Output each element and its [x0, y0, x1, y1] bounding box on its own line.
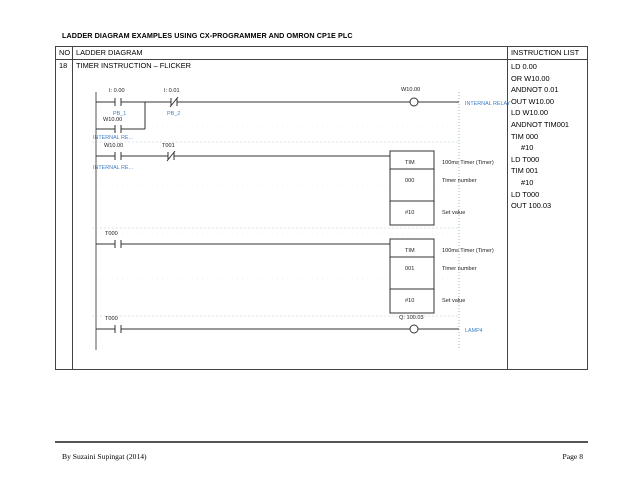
- coil-name: INTERNAL RELAY: [465, 101, 511, 107]
- coil-q10003: [410, 325, 418, 333]
- coil-name: LAMP4: [465, 328, 483, 334]
- contact-address: T000: [105, 316, 118, 322]
- contact-name: INTERNAL RE...: [93, 165, 133, 171]
- header-ladder-diagram: LADDER DIAGRAM: [73, 47, 508, 60]
- instruction-line: TIM 000: [511, 131, 539, 141]
- block-timer-number: 000: [405, 178, 415, 184]
- ladder-table: [55, 46, 588, 370]
- instruction-line: LD 0.00: [511, 62, 537, 71]
- contact-nc-t001: [167, 151, 175, 161]
- rung-3: [96, 231, 494, 313]
- row-title: TIMER INSTRUCTION – FLICKER: [76, 61, 191, 70]
- row-number: 18: [56, 60, 73, 370]
- instruction-line: OUT 100.03: [511, 201, 552, 211]
- contact-address: W10.00: [103, 117, 123, 123]
- rung-4: [96, 315, 483, 334]
- block-set-value: #10: [405, 298, 415, 304]
- instruction-line: OR W10.00: [511, 73, 550, 83]
- timer-description: 100ms Timer (Timer): [442, 248, 494, 254]
- instruction-line: LD W10.00: [511, 108, 548, 118]
- set-value-label: Set value: [442, 210, 466, 216]
- block-operation: TIM: [405, 160, 415, 166]
- timer-number-label: Timer number: [442, 178, 477, 184]
- set-value-label: Set value: [442, 298, 466, 304]
- contact-address: T001: [162, 143, 175, 149]
- instruction-line: ANDNOT 0.01: [511, 85, 559, 95]
- footer-author: By Suzaini Supingat (2014): [62, 452, 147, 461]
- instruction-line: TIM 001: [511, 166, 539, 176]
- footer-page-number: Page 8: [562, 452, 583, 461]
- contact-address: W10.00: [104, 143, 124, 149]
- block-set-value: #10: [405, 210, 415, 216]
- contact-name: PB_1: [113, 111, 127, 117]
- contact-name: INTERNAL RE...: [93, 135, 133, 141]
- header-no: NO: [56, 47, 73, 60]
- rung-1: [93, 87, 511, 141]
- table-row: [56, 60, 588, 370]
- contact-no-pb1: [115, 98, 121, 106]
- footer-divider: [55, 441, 588, 443]
- instruction-line: OUT W10.00: [511, 96, 554, 106]
- timer-block-tim001: [390, 239, 434, 313]
- timer-description: 100ms Timer (Timer): [442, 160, 494, 166]
- instruction-line: LD T000: [511, 154, 540, 164]
- timer-block-tim000: [390, 151, 434, 225]
- ladder-diagram-cell: [73, 60, 511, 370]
- block-timer-number: 001: [405, 266, 415, 272]
- instruction-line: #10: [521, 177, 534, 187]
- table-header-row: [56, 47, 588, 60]
- instruction-line: LD T000: [511, 189, 540, 199]
- contact-address: I: 0.01: [164, 88, 180, 94]
- ladder-diagram: [87, 74, 511, 364]
- header-instruction-list: INSTRUCTION LIST: [508, 47, 588, 60]
- rung-2: [93, 143, 494, 225]
- contact-address: I: 0.00: [109, 88, 125, 94]
- contact-nc-pb2: [170, 97, 178, 107]
- instruction-line: #10: [521, 143, 534, 153]
- contact-address: T000: [105, 231, 118, 237]
- contact-no-w1000: [115, 152, 121, 160]
- coil-w1000: [410, 98, 418, 106]
- timer-number-label: Timer number: [442, 266, 477, 272]
- coil-address: Q: 100.03: [399, 315, 424, 321]
- instruction-line: ANDNOT TIM001: [511, 119, 570, 129]
- contact-no-t000: [115, 240, 121, 248]
- coil-address: W10.00: [401, 87, 421, 93]
- contact-no-t000-output: [115, 325, 121, 333]
- document-title: LADDER DIAGRAM EXAMPLES USING CX-PROGRAMMER AND OMRON CP1E PLC: [62, 31, 353, 40]
- contact-name: PB_2: [167, 111, 181, 117]
- block-operation: TIM: [405, 248, 415, 254]
- instruction-list-cell: [508, 60, 588, 370]
